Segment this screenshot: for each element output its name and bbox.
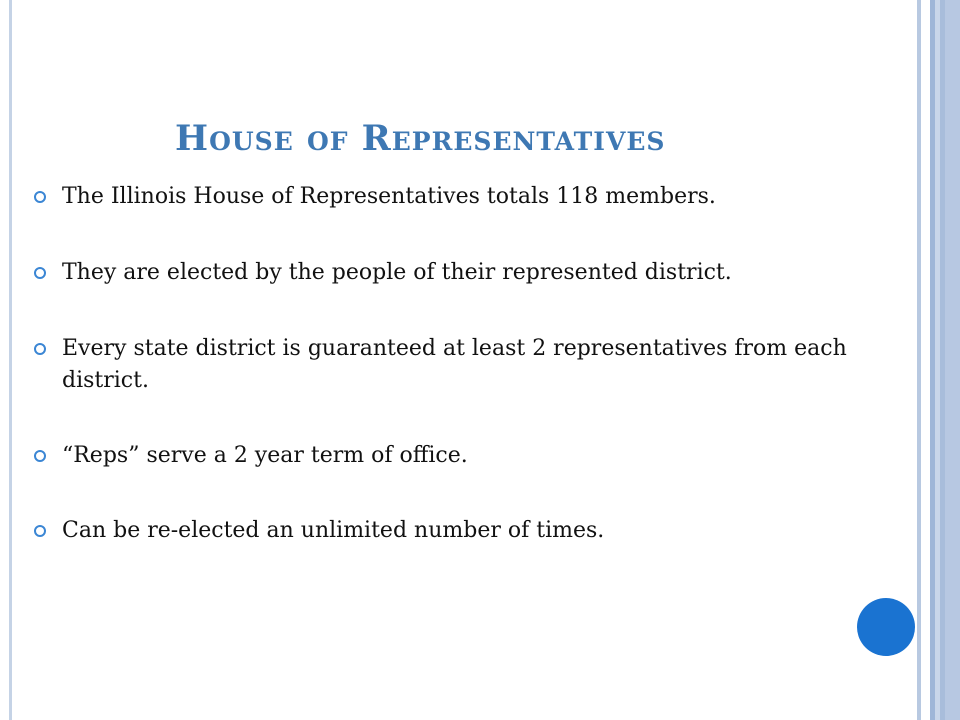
bullet-text: Every state district is guaranteed at least 2 representatives from each district. [62, 336, 847, 393]
slide-title: House of Representatives [175, 118, 666, 160]
bullet-text: They are elected by the people of their represented district. [62, 260, 732, 285]
right-stripe-2 [921, 0, 930, 720]
bullet-circle-icon [34, 267, 46, 279]
bullet-circle-icon [34, 343, 46, 355]
left-frame-line [9, 0, 12, 720]
bullet-text: The Illinois House of Representatives totals 118 members. [62, 184, 716, 209]
bullet-item [34, 181, 854, 213]
bullet-list [34, 181, 854, 547]
bullet-circle-icon [34, 450, 46, 462]
right-stripe-6 [945, 0, 960, 720]
bullet-text: Can be re-elected an unlimited number of times. [62, 518, 605, 543]
bullet-text: “Reps” serve a 2 year term of office. [62, 443, 468, 468]
bullet-circle-icon [34, 191, 46, 203]
bullet-circle-icon [34, 525, 46, 537]
bullet-item [34, 440, 854, 472]
blue-circle-decoration [857, 598, 915, 656]
bullet-item [34, 257, 854, 289]
bullet-item [34, 333, 854, 397]
bullet-item [34, 515, 854, 547]
